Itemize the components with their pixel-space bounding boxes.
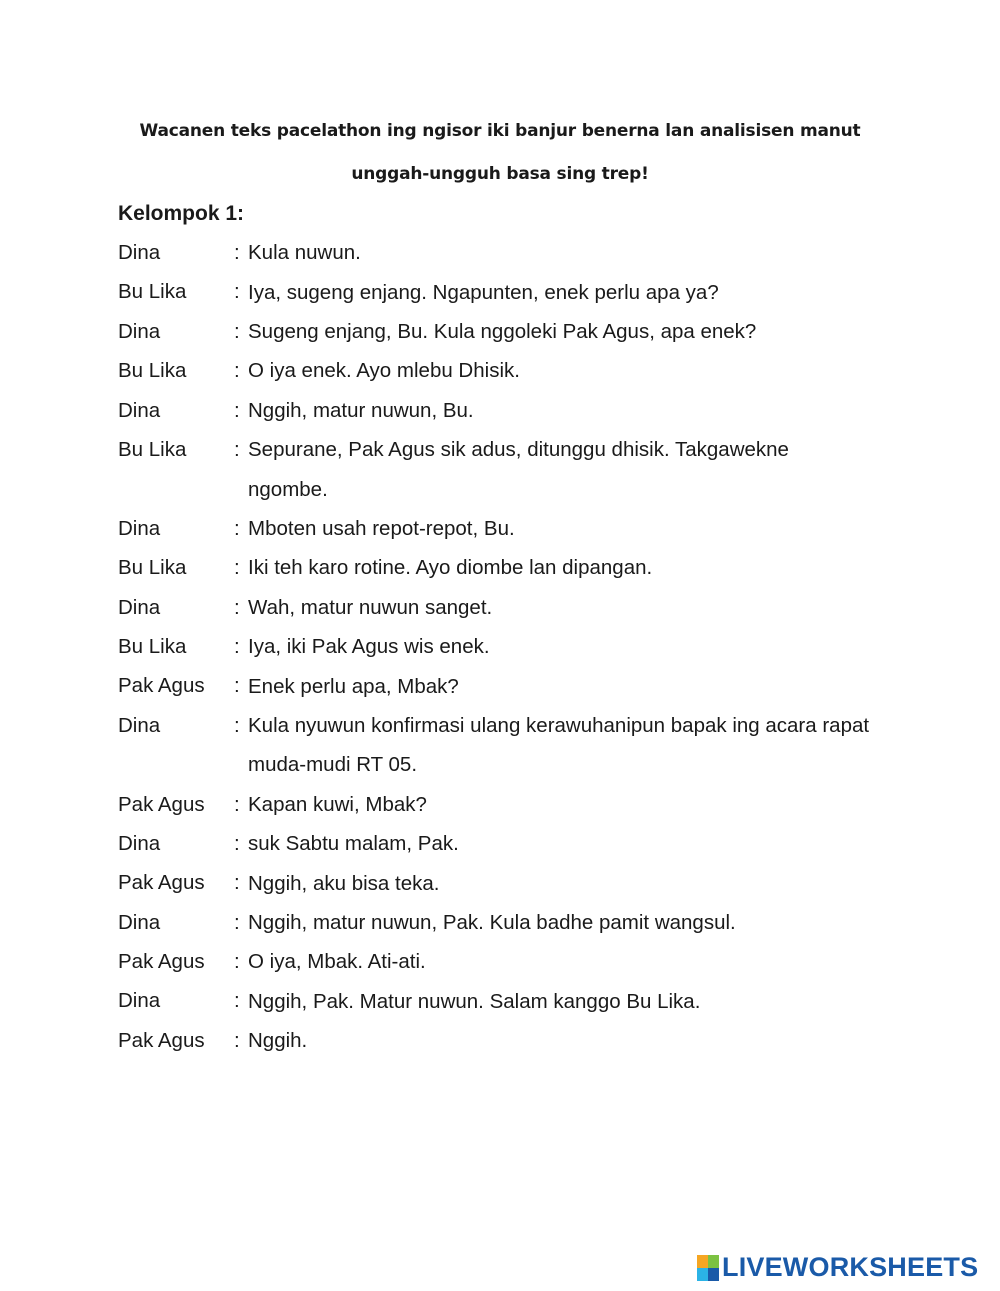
utterance-text: Nggih, Pak. Matur nuwun. Salam kanggo Bu Lika. xyxy=(248,989,701,1013)
speaker-colon: : xyxy=(234,595,240,619)
speaker-name: Dina xyxy=(118,595,161,619)
speaker-colon: : xyxy=(234,1028,240,1052)
utterance-text: Kula nyuwun konfirmasi ulang kerawuhanipun bapak ing acara rapat muda-mudi RT 05. xyxy=(248,714,870,777)
dialogue-line xyxy=(118,713,898,792)
speaker-name: Dina xyxy=(118,398,161,422)
speaker-name: Bu Lika xyxy=(118,556,187,580)
logo-tile-icon xyxy=(708,1255,719,1268)
speaker-colon: : xyxy=(234,634,240,658)
speaker-name: Bu Lika xyxy=(118,634,187,658)
speaker-colon: : xyxy=(234,871,240,895)
speaker-colon: : xyxy=(234,989,240,1013)
utterance-text: Nggih. xyxy=(248,1029,308,1053)
speaker-name: Pak Agus xyxy=(118,1028,205,1052)
utterance-text: Enek perlu apa, Mbak? xyxy=(248,674,459,698)
speaker-colon: : xyxy=(234,241,240,264)
speaker-name: Dina xyxy=(118,713,161,737)
utterance-text: suk Sabtu malam, Pak. xyxy=(248,832,459,856)
speaker-colon: : xyxy=(234,516,240,540)
utterance-text: O iya enek. Ayo mlebu Dhisik. xyxy=(248,359,520,383)
utterance-text: Nggih, matur nuwun, Bu. xyxy=(248,398,474,422)
dialogue-line xyxy=(118,1028,898,1067)
speaker-name: Dina xyxy=(118,319,161,343)
speaker-name: Dina xyxy=(118,989,161,1013)
speaker-colon: : xyxy=(234,910,240,934)
utterance-text: Kapan kuwi, Mbak? xyxy=(248,792,427,816)
dialogue-list xyxy=(118,240,898,1067)
speaker-name: Pak Agus xyxy=(118,792,205,816)
speaker-name: Dina xyxy=(118,910,161,934)
group-title: Kelompok 1: xyxy=(118,202,245,225)
logo-tile-icon xyxy=(697,1268,708,1281)
logo-tile-icon xyxy=(708,1268,719,1281)
instruction-line-1: Wacanen teks pacelathon ing ngisor iki banjur benerna lan analisisen manut xyxy=(139,121,861,141)
logo-tile-icon xyxy=(697,1255,708,1268)
speaker-name: Dina xyxy=(118,831,161,855)
speaker-name: Pak Agus xyxy=(118,950,205,974)
utterance-text: O iya, Mbak. Ati-ati. xyxy=(248,950,426,974)
speaker-colon: : xyxy=(234,280,240,304)
speaker-colon: : xyxy=(234,398,240,422)
liveworksheets-brand xyxy=(697,1252,978,1283)
speaker-name: Dina xyxy=(118,516,161,540)
utterance-text: Kula nuwun. xyxy=(248,241,361,265)
speaker-name: Bu Lika xyxy=(118,359,187,383)
speaker-colon: : xyxy=(234,713,240,737)
utterance-text: Nggih, aku bisa teka. xyxy=(248,871,440,895)
utterance-text: Mboten usah repot-repot, Bu. xyxy=(248,517,515,541)
utterance-text: Sugeng enjang, Bu. Kula nggoleki Pak Agus, apa enek? xyxy=(248,320,757,344)
utterance-text: Sepurane, Pak Agus sik adus, ditunggu dhisik. Takgawekne ngombe. xyxy=(248,438,789,501)
speaker-colon: : xyxy=(234,950,240,974)
instruction-line-2: unggah-ungguh basa sing trep! xyxy=(351,164,649,184)
utterance-text: Nggih, matur nuwun, Pak. Kula badhe pamit wangsul. xyxy=(248,910,736,934)
speaker-colon: : xyxy=(234,831,240,855)
speaker-colon: : xyxy=(234,437,240,461)
speaker-colon: : xyxy=(234,359,240,383)
speaker-name: Bu Lika xyxy=(118,280,187,304)
speaker-colon: : xyxy=(234,674,240,698)
dialogue-line xyxy=(118,437,898,516)
speaker-colon: : xyxy=(234,792,240,816)
speaker-name: Dina xyxy=(118,241,161,264)
utterance-text: Iya, sugeng enjang. Ngapunten, enek perlu apa ya? xyxy=(248,280,719,304)
speaker-colon: : xyxy=(234,556,240,580)
speaker-name: Pak Agus xyxy=(118,871,205,895)
speaker-name: Bu Lika xyxy=(118,437,187,461)
liveworksheets-logo-icon xyxy=(697,1255,719,1281)
speaker-name: Pak Agus xyxy=(118,674,205,698)
utterance-text: Iki teh karo rotine. Ayo diombe lan dipangan. xyxy=(248,556,653,580)
utterance-text: Iya, iki Pak Agus wis enek. xyxy=(248,635,490,659)
brand-wordmark: LIVEWORKSHEETS xyxy=(722,1252,979,1282)
utterance-text: Wah, matur nuwun sanget. xyxy=(248,595,493,619)
speaker-colon: : xyxy=(234,319,240,343)
